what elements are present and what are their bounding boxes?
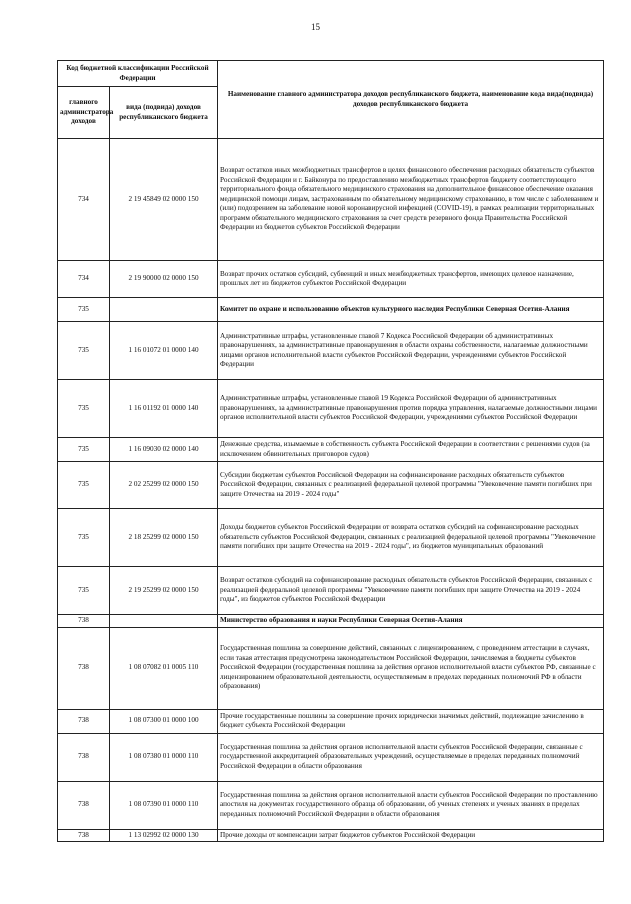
admin-code-cell: 734 bbox=[58, 139, 110, 261]
table-row bbox=[58, 781, 604, 829]
page-number: 15 bbox=[311, 22, 320, 32]
admin-code-cell: 738 bbox=[58, 615, 110, 628]
income-code-cell: 2 19 90000 02 0000 150 bbox=[110, 261, 218, 298]
table-row bbox=[58, 567, 604, 615]
description-cell: Прочие государственные пошлины за совершение прочих юридически значимых действий, подлежащие зачислению в бюджет субъекта Российской Федерации bbox=[218, 709, 604, 733]
description-cell: Субсидии бюджетам субъектов Российской Федерации на софинансирование расходных обязательств субъектов Российской Федерации, связанных с реализацией федеральной целевой программы "Увековечение памяти погибших при защите Отечества на 2019 - 2024 годы" bbox=[218, 462, 604, 509]
admin-code-cell: 735 bbox=[58, 298, 110, 322]
admin-code-cell: 738 bbox=[58, 709, 110, 733]
description-cell: Административные штрафы, установленные главой 19 Кодекса Российской Федерации об административных правонарушениях, за административные правонарушения против порядка управления, налагаемые должностными лицами органов исполнительной власти субъектов Российской Федерации, учреждениями субъектов Российской Федерации bbox=[218, 380, 604, 438]
table-row bbox=[58, 615, 604, 628]
admin-code-cell: 734 bbox=[58, 261, 110, 298]
table-row bbox=[58, 829, 604, 842]
header-classification-group: Код бюджетной классификации Российской Федерации bbox=[58, 61, 218, 87]
table-row bbox=[58, 709, 604, 733]
description-cell: Прочие доходы от компенсации затрат бюджетов субъектов Российской Федерации bbox=[218, 829, 604, 842]
income-code-cell bbox=[110, 615, 218, 628]
table-row bbox=[58, 298, 604, 322]
description-cell: Возврат остатков субсидий на софинансирование расходных обязательств субъектов Российской Федерации, связанных с реализацией федеральной целевой программы "Увековечение памяти погибших при защите Отечества на 2019 - 2024 годы", из бюджетов субъектов Российской Федерации bbox=[218, 567, 604, 615]
income-code-cell: 2 02 25299 02 0000 150 bbox=[110, 462, 218, 509]
header-name: Наименование главного администратора доходов республиканского бюджета, наименование кода вида(подвида) доходов республиканского бюджета bbox=[218, 61, 604, 139]
table-row bbox=[58, 261, 604, 298]
table-row bbox=[58, 509, 604, 567]
admin-code-cell: 735 bbox=[58, 567, 110, 615]
admin-code-cell: 738 bbox=[58, 627, 110, 709]
description-cell: Государственная пошлина за совершение действий, связанных с лицензированием, с проведением аттестации в случаях, если такая аттестация предусмотрена законодательством Российской Федерации, зачисляемая в бюджеты субъектов Российской Федерации (государственная пошлина за действия органов исполнительной власти субъектов РФ, связанные с лицензированием образовательной деятельности, осуществляемым в пределах переданных полномочий РФ в области образования) bbox=[218, 627, 604, 709]
description-cell: Возврат остатков иных межбюджетных трансфертов в целях финансового обеспечения расходных обязательств субъектов Российской Федерации и г. Байконура по предоставлению межбюджетных трансфертов бюджету соответствующего территориального фонда обязательного медицинского страхования на дополнительное финансовое обеспечение оказания медицинской помощи лицам, застрахованным по обязательному медицинскому страхованию, в том числе с заболеванием и (или) подозрением на заболевание новой коронавирусной инфекцией (COVID-19), в рамках реализации территориальных программ обязательного медицинского страхования за счет средств резервного фонда Правительства Российской Федерации из бюджетов субъектов Российской Федерации bbox=[218, 139, 604, 261]
income-code-cell: 2 18 25299 02 0000 150 bbox=[110, 509, 218, 567]
budget-classification-table bbox=[57, 60, 604, 842]
income-code-cell: 1 16 01072 01 0000 140 bbox=[110, 322, 218, 380]
income-code-cell: 1 08 07082 01 0005 110 bbox=[110, 627, 218, 709]
description-cell: Возврат прочих остатков субсидий, субвенций и иных межбюджетных трансфертов, имеющих целевое назначение, прошлых лет из бюджетов субъектов Российской Федерации bbox=[218, 261, 604, 298]
description-cell: Государственная пошлина за действия органов исполнительной власти субъектов Российской Федерации, связанные с государственной аккредитацией образовательных учреждений, осуществляемые в пределах переданных полномочий Российской Федерации в области образования bbox=[218, 733, 604, 781]
table-row bbox=[58, 627, 604, 709]
table-row bbox=[58, 322, 604, 380]
income-code-cell: 2 19 45849 02 0000 150 bbox=[110, 139, 218, 261]
table-body bbox=[58, 139, 604, 842]
description-cell: Денежные средства, изымаемые в собственность субъекта Российской Федерации в соответствии с решениями судов (за исключением обвинительных приговоров судов) bbox=[218, 438, 604, 462]
description-cell: Комитет по охране и использованию объектов культурного наследия Республики Северная Осетия-Алания bbox=[218, 298, 604, 322]
description-cell: Министерство образования и науки Республики Северная Осетия-Алания bbox=[218, 615, 604, 628]
income-code-cell: 1 16 01192 01 0000 140 bbox=[110, 380, 218, 438]
admin-code-cell: 735 bbox=[58, 509, 110, 567]
description-cell: Административные штрафы, установленные главой 7 Кодекса Российской Федерации об административных правонарушениях, за административные правонарушения в области охраны собственности, налагаемые должностными лицами органов исполнительной власти субъектов Российской Федерации, учреждениями субъектов Российской Федерации bbox=[218, 322, 604, 380]
admin-code-cell: 735 bbox=[58, 438, 110, 462]
income-code-cell: 1 16 09030 02 0000 140 bbox=[110, 438, 218, 462]
income-code-cell: 1 13 02992 02 0000 130 bbox=[110, 829, 218, 842]
description-cell: Государственная пошлина за действия органов исполнительной власти субъектов Российской Федерации по проставлению апостиля на документах государственного образца об образовании, об ученых степенях и ученых званиях в пределах переданных полномочий Российской Федерации в области образования bbox=[218, 781, 604, 829]
admin-code-cell: 735 bbox=[58, 462, 110, 509]
income-code-cell bbox=[110, 298, 218, 322]
income-code-cell: 2 19 25299 02 0000 150 bbox=[110, 567, 218, 615]
income-code-cell: 1 08 07380 01 0000 110 bbox=[110, 733, 218, 781]
table-row bbox=[58, 462, 604, 509]
header-admin-code: главного администратора доходов bbox=[58, 87, 110, 139]
description-cell: Доходы бюджетов субъектов Российской Федерации от возврата остатков субсидий на софинансирование расходных обязательств субъектов Российской Федерации, связанных с реализацией федеральной целевой программы "Увековечение памяти погибших при защите Отечества на 2019 - 2024 годы", из бюджетов муниципальных образований bbox=[218, 509, 604, 567]
admin-code-cell: 735 bbox=[58, 380, 110, 438]
table-row bbox=[58, 438, 604, 462]
table-row bbox=[58, 380, 604, 438]
admin-code-cell: 735 bbox=[58, 322, 110, 380]
header-income-kind-code: вида (подвида) доходов республиканского бюджета bbox=[110, 87, 218, 139]
income-code-cell: 1 08 07300 01 0000 100 bbox=[110, 709, 218, 733]
table-row bbox=[58, 139, 604, 261]
income-code-cell: 1 08 07390 01 0000 110 bbox=[110, 781, 218, 829]
table-row bbox=[58, 733, 604, 781]
admin-code-cell: 738 bbox=[58, 829, 110, 842]
admin-code-cell: 738 bbox=[58, 733, 110, 781]
admin-code-cell: 738 bbox=[58, 781, 110, 829]
